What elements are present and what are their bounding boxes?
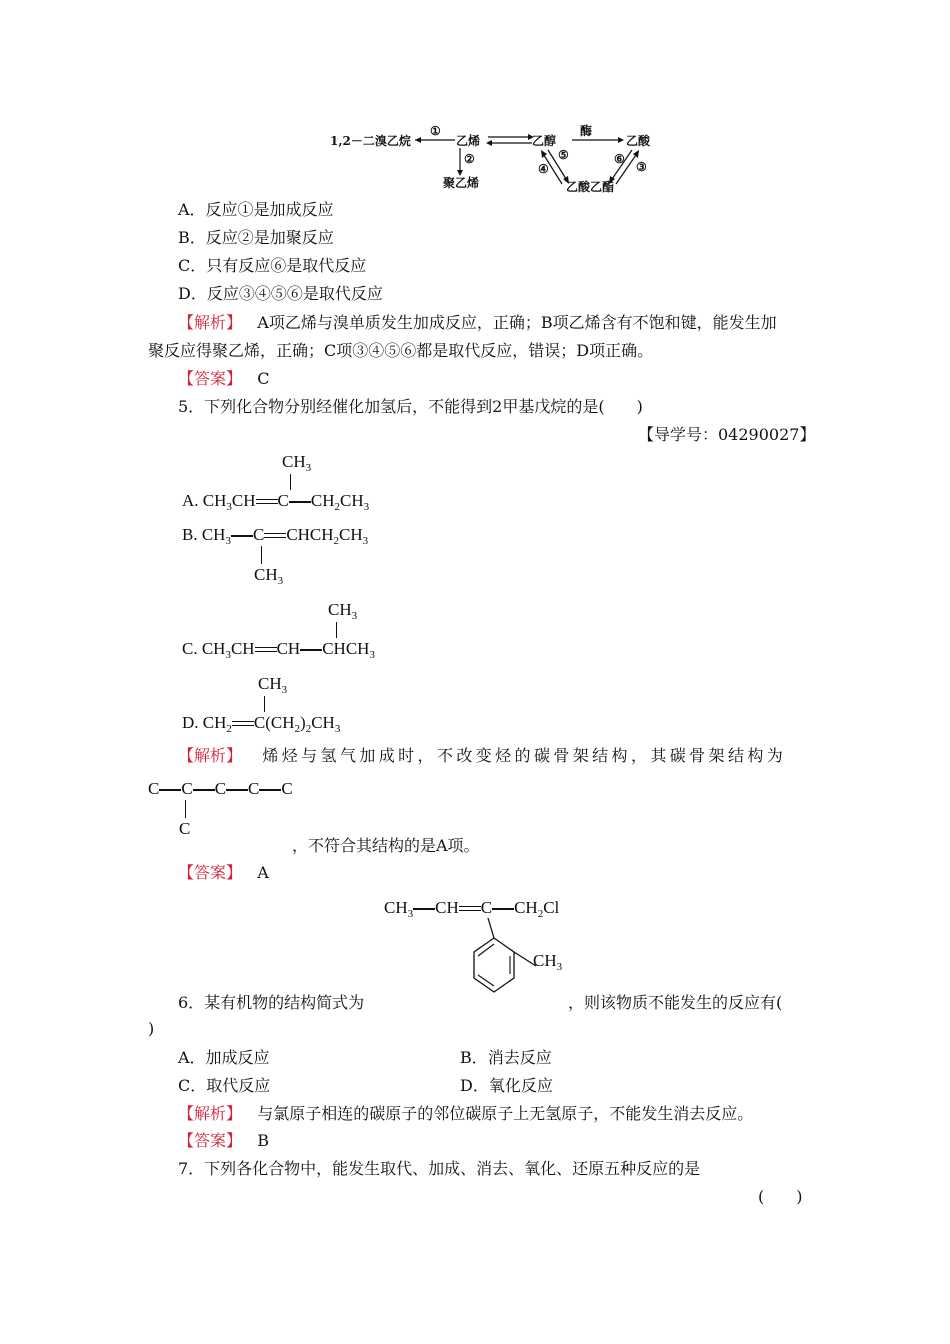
answer-value: C [257, 369, 270, 388]
q5-stem: 5．下列化合物分别经催化加氢后，不能得到2甲基戊烷的是( ) [178, 397, 643, 416]
skeleton-bond [185, 800, 186, 818]
scheme-r6: ⑥ [614, 152, 625, 166]
q6-stem-a: 6．某有机物的结构简式为 [178, 993, 365, 1012]
q5-analysis-line1 [178, 746, 786, 766]
scheme-r3: ③ [636, 160, 647, 174]
answer-value: A [257, 863, 269, 882]
analysis-text: A项乙烯与溴单质发生加成反应，正确；B项乙烯含有不饱和键，能发生加 [257, 313, 777, 332]
q6-stem-b: ，则该物质不能发生的反应有( [568, 993, 783, 1012]
q7-paren: ( ) [758, 1187, 803, 1206]
answer-tag: 【答案】 [178, 369, 243, 388]
q6-answer [178, 1131, 269, 1151]
q4-analysis-line1 [178, 313, 777, 333]
q5d-bond [264, 696, 265, 712]
q6-option-b: B．消去反应 [460, 1048, 552, 1067]
q5d-branch: $CH_3$ [258, 674, 288, 696]
scheme-ethyl-acetate: 乙酸乙酯 [566, 180, 615, 194]
q5-analysis-line2: ，不符合其结构的是A项。 [292, 836, 480, 855]
scheme-r1: ① [430, 124, 441, 138]
q5c-bond [336, 622, 337, 638]
analysis-text: 与氯原子相连的碳原子的邻位碳原子上无氢原子，不能发生消去反应。 [257, 1104, 754, 1123]
analysis-tag: 【解析】 [178, 313, 243, 332]
answer-tag: 【答案】 [178, 863, 243, 882]
q6-stem-c: ) [148, 1019, 155, 1038]
q6-option-a: A．加成反应 [178, 1048, 270, 1067]
skeleton-chain: C C C C C [148, 779, 293, 798]
scheme-dibromoethane: 1,2－二溴乙烷 [330, 134, 411, 148]
q5a-chain: A. $CH_3CH$ C $CH_2CH_3$ [182, 491, 370, 513]
q4-option-d: D．反应③④⑤⑥是取代反应 [178, 284, 383, 303]
q6-analysis [178, 1104, 753, 1124]
q4-option-c: C．只有反应⑥是取代反应 [178, 256, 367, 275]
scheme-r5: ⑤ [558, 148, 569, 162]
q7-stem: 7．下列各化合物中，能发生取代、加成、消去、氧化、还原五种反应的是 [178, 1159, 701, 1178]
q5a-bond [290, 474, 291, 490]
scheme-acetic-acid: 乙酸 [626, 134, 651, 148]
answer-tag: 【答案】 [178, 1131, 243, 1150]
analysis-tag: 【解析】 [178, 1104, 243, 1123]
q6-methyl: $CH_3$ [533, 951, 563, 973]
q5b-branch: $CH_3$ [254, 565, 284, 587]
q5b-bond [261, 546, 262, 564]
q6-option-c: C．取代反应 [178, 1076, 271, 1095]
q5a-branch: $CH_3$ [282, 452, 312, 474]
q5d-chain: D. $CH_2$ $C(CH_2)_2CH_3$ [182, 713, 341, 735]
scheme-polyethylene: 聚乙烯 [443, 176, 480, 190]
analysis-tag: 【解析】 [178, 746, 243, 765]
answer-value: B [257, 1131, 270, 1150]
scheme-enzyme: 酶 [580, 124, 593, 138]
q4-option-a: A．反应①是加成反应 [178, 200, 334, 219]
q4-analysis-line2: 聚反应得聚乙烯，正确；C项③④⑤⑥都是取代反应，错误；D项正确。 [148, 341, 654, 360]
q6-option-d: D．氧化反应 [460, 1076, 553, 1095]
skeleton-branch: C [179, 819, 191, 838]
q4-answer [178, 369, 270, 389]
scheme-r4: ④ [538, 162, 549, 176]
q4-option-b: B．反应②是加聚反应 [178, 228, 334, 247]
q5c-branch: $CH_3$ [328, 600, 358, 622]
q5-guide-number: 【导学号：04290027】 [638, 425, 816, 444]
scheme-ethanol: 乙醇 [532, 134, 557, 148]
q5b-chain: B. $CH_3$ C $CHCH_2CH_3$ [182, 525, 369, 547]
scheme-ethylene: 乙烯 [456, 134, 481, 148]
q5c-chain: C. $CH_3CH$ CH $CHCH_3$ [182, 639, 375, 661]
analysis-text: 烯烃与氢气加成时，不改变烃的碳骨架结构，其碳骨架结构为 [262, 746, 787, 765]
q5-answer [178, 863, 269, 883]
scheme-r2: ② [464, 152, 475, 166]
q6-chain: $CH_3$ CH C $CH_2Cl$ [384, 898, 560, 920]
